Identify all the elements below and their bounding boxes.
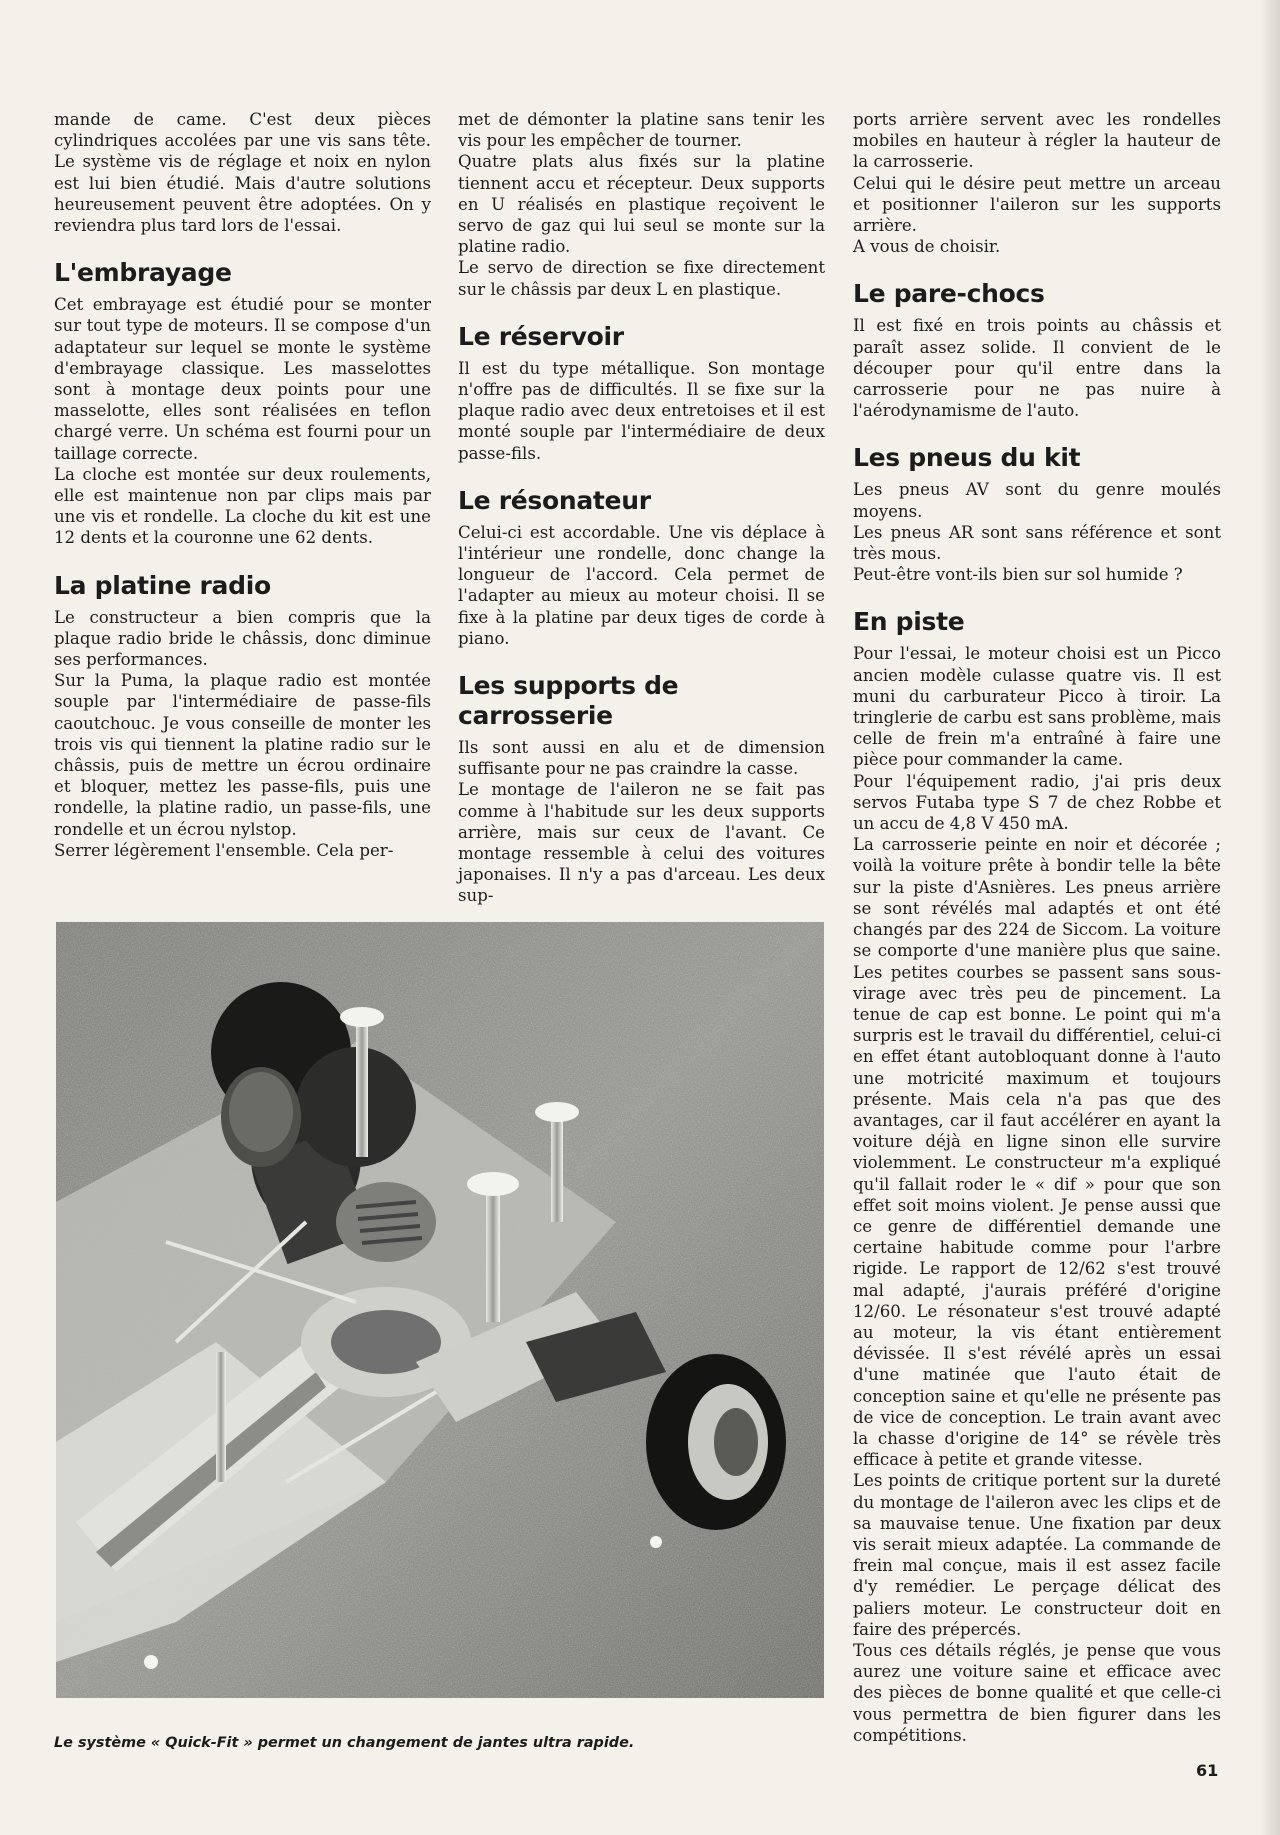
section-heading: La platine radio <box>54 570 271 600</box>
paragraph: Le servo de direction se fixe directement sur le châssis par deux L en plastique. <box>458 258 825 299</box>
section-heading: L'embrayage <box>54 258 232 288</box>
photo-caption: Le système « Quick-Fit » permet un changement de jantes ultra rapide. <box>54 1735 635 1751</box>
column-2 <box>458 109 825 907</box>
section-heading: Les pneus du kit <box>853 443 1081 473</box>
paragraph: Le constructeur a bien compris que la plaque radio bride le châssis, donc diminue ses performances. <box>54 607 431 670</box>
paragraph: Quatre plats alus fixés sur la platine tiennent accu et récepteur. Deux supports en U réalisés en plastique reçoivent le servo de gaz qui lui seul se monte sur la platine radio. <box>458 152 825 257</box>
paragraph: Sur la Puma, la plaque radio est montée souple par l'intermédiaire de passe-fils caoutchouc. Je vous conseille de monter les trois vis qui tiennent la platine radio sur le châssis, puis de mettre un écrou ordinaire et bloquer, mettez les passe-fils, puis une rondelle, la platine radio, un passe-fils, une rondelle et un écrou nylstop. <box>54 671 431 839</box>
paragraph: Tous ces détails réglés, je pense que vous aurez une voiture saine et efficace avec des pièces de bonne qualité et que celle-ci vous permettra de bien figurer dans les compétitions. <box>853 1641 1221 1745</box>
paragraph: met de démonter la platine sans tenir les vis pour les empêcher de tourner. <box>458 110 825 151</box>
section-heading: Le résonateur <box>458 485 651 515</box>
column-3 <box>853 109 1221 1754</box>
section-heading: Le pare-chocs <box>853 279 1045 309</box>
paragraph: Cet embrayage est étudié pour se monter sur tout type de moteurs. Il se compose d'un adaptateur sur lequel se monte le système d'embrayage classique. Les masselottes sont à montage deux points pour une masselotte, elles sont réalisées en teflon chargé verre. Un schéma est fourni pour un taillage correcte. <box>54 295 431 463</box>
paragraph: Celui qui le désire peut mettre un arceau et positionner l'aileron sur les supports arrière. <box>853 173 1221 236</box>
paragraph: mande de came. C'est deux pièces cylindriques accolées par une vis sans tête. Le système vis de réglage et noix en nylon est lui bien étudié. Mais d'autre solutions heureusement peuvent être adoptées. On y reviendra plus tard lors de l'essai. <box>54 110 431 236</box>
paragraph: Serrer légèrement l'ensemble. Cela per- <box>54 840 394 860</box>
paragraph: Celui-ci est accordable. Une vis déplace à l'intérieur une rondelle, donc change la longueur de l'accord. Cela permet de l'adapter au mieux au moteur choisi. Il se fixe à la platine par deux tiges de corde à piano. <box>458 522 825 648</box>
page-edge-shadow <box>1260 0 1280 1835</box>
column-1 <box>54 109 431 861</box>
paragraph: La cloche est montée sur deux roulements, elle est maintenue non par clips mais par une vis et rondelle. La cloche du kit est une 12 dents et la couronne une 62 dents. <box>54 464 431 548</box>
paragraph: Les points de critique portent sur la dureté du montage de l'aileron avec les clips et de sa mauvaise tenue. Une fixation par deux vis serait mieux adaptée. La commande de frein mal conçue, mais il est assez facile d'y remédier. Le perçage délicat des paliers moteur. Le constructeur doit en faire des prépercés. <box>853 1471 1221 1639</box>
paragraph: Les pneus AR sont sans référence et sont très mous. <box>853 522 1221 564</box>
section-heading: Les supports de carrosserie <box>458 671 679 731</box>
paragraph: A vous de choisir. <box>853 237 1001 257</box>
section-heading: Le réservoir <box>458 321 624 351</box>
paragraph: Pour l'essai, le moteur choisi est un Picco ancien modèle culasse quatre vis. Il est muni du carburateur Picco à tiroir. La tringlerie de carbu est sans problème, mais celle de frein m'a entraîné à faire une pièce pour commander la came. <box>853 644 1221 770</box>
paragraph: ports arrière servent avec les rondelles mobiles en hauteur à régler la hauteur de la carrosserie. <box>853 110 1221 172</box>
page-number: 61 <box>1196 1761 1219 1780</box>
section-heading: En piste <box>853 607 965 637</box>
paragraph: Pour l'équipement radio, j'ai pris deux servos Futaba type S 7 de chez Robbe et un accu de 4,8 V 450 mA. <box>853 771 1221 834</box>
paragraph: Le montage de l'aileron ne se fait pas comme à l'habitude sur les deux supports arrière, mais sur ceux de l'avant. Ce montage ressemble à celui des voitures japonaises. Il n'y a pas d'arceau. Les deux sup- <box>458 780 825 906</box>
paragraph: Les pneus AV sont du genre moulés moyens. <box>853 480 1221 521</box>
paragraph: Peut-être vont-ils bien sur sol humide ? <box>853 565 1183 585</box>
photo-rc-car-chassis <box>56 922 824 1698</box>
paragraph: La carrosserie peinte en noir et décorée ; voilà la voiture prête à bondir telle la bête sur la piste d'Asnières. Les pneus arrière se sont révélés mal adaptés et ont été changés par des 224 de Siccom. La voiture se comporte d'une manière plus que saine. Les petites courbes se passent sans sous-virage avec très peu de pincement. La tenue de cap est bonne. Le point qui m'a surpris est le travail du différentiel, celui-ci en effet étant autobloquant donne à l'auto une motricité maximum et toujours présente. Mais cela n'a pas que des avantages, car il faut accélérer en ayant la voiture déjà en ligne sinon elle survire violemment. Le constructeur m'a expliqué qu'il fallait roder le « dif » pour que son effet soit moins violent. Je pense aussi que ce genre de différentiel demande une certaine habitude comme pour l'arbre rigide. Le rapport de 12/62 s'est trouvé mal adapté, j'aurais préféré d'origine 12/60. Le résonateur s'est trouvé adapté au moteur, la vis étant entièrement dévissée. Il s'est révélé après un essai d'une matinée que l'auto était de conception saine et qu'elle ne présente pas de vice de conception. Le train avant avec la chasse d'origine de 14° se révèle très efficace à petite et grande vitesse. <box>853 835 1221 1470</box>
paragraph: Ils sont aussi en alu et de dimension suffisante pour ne pas craindre la casse. <box>458 738 825 779</box>
paragraph: Il est du type métallique. Son montage n'offre pas de difficultés. Il se fixe sur la plaque radio avec deux entretoises et il est monté souple par l'intermédiaire de deux passe-fils. <box>458 358 825 463</box>
paragraph: Il est fixé en trois points au châssis et paraît assez solide. Il convient de le découper pour qu'il entre dans la carrosserie pour ne pas nuire à l'aérodynamisme de l'auto. <box>853 316 1221 421</box>
